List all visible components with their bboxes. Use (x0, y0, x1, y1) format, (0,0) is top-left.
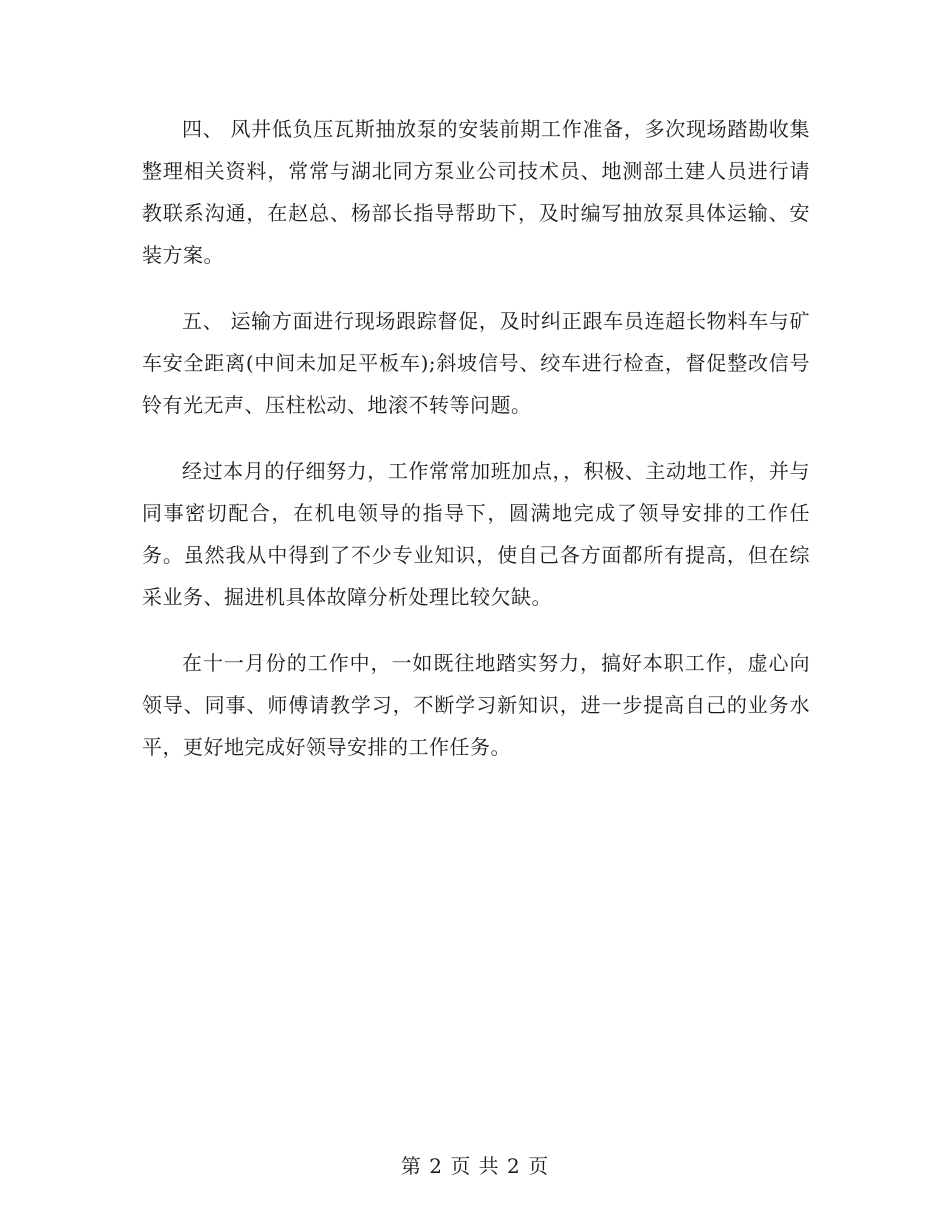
page-number-footer: 第 2 页 共 2 页 (400, 1154, 550, 1178)
document-body (142, 108, 810, 792)
paragraph-item-5: 五、 运输方面进行现场跟踪督促，及时纠正跟车员连超长物料车与矿车安全距离(中间未加足平板车);斜坡信号、绞车进行检查，督促整改信号铃有光无声、压柱松动、地滚不转等问题。 (142, 309, 810, 417)
paragraph-item-4: 四、 风井低负压瓦斯抽放泵的安装前期工作准备，多次现场踏勘收集整理相关资料，常常与湖北同方泵业公司技术员、地测部土建人员进行请教联系沟通，在赵总、杨部长指导帮助下，及时编写抽放泵具体运输、安装方案。 (142, 117, 810, 267)
paragraph-plan: 在十一月份的工作中，一如既往地踏实努力，搞好本职工作，虚心向领导、同事、师傅请教学习，不断学习新知识，进一步提高自己的业务水平，更好地完成好领导安排的工作任务。 (142, 651, 810, 759)
paragraph-summary: 经过本月的仔细努力，工作常常加班加点，，积极、主动地工作，并与同事密切配合，在机电领导的指导下，圆满地完成了领导安排的工作任务。虽然我从中得到了不少专业知识，使自己各方面都所有提高，但在综采业务、掘进机具体故障分析处理比较欠缺。 (142, 459, 810, 609)
